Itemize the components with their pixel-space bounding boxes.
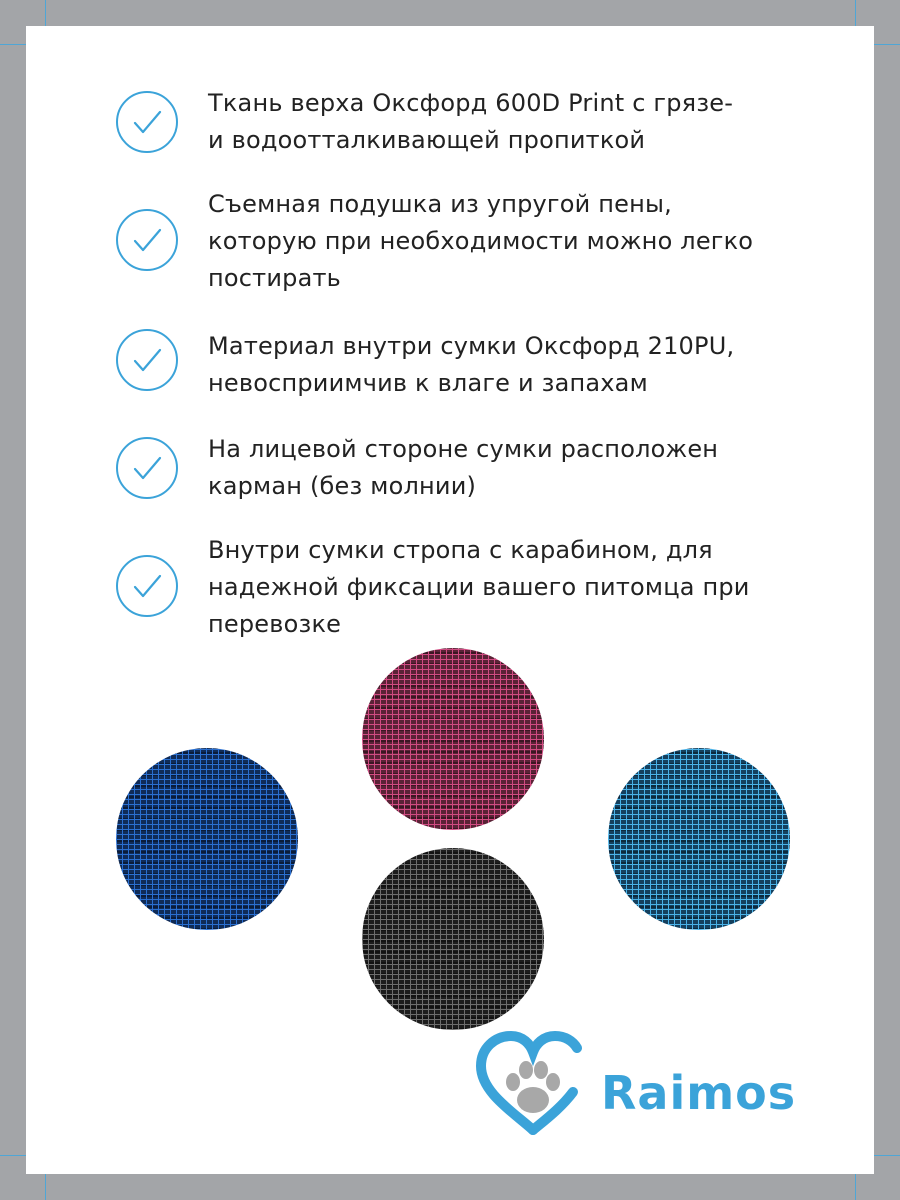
feature-text: Ткань верха Оксфорд 600D Print с грязе- и водоотталкивающей пропиткой <box>208 89 734 154</box>
feature-item-3 <box>115 328 855 418</box>
brand-name: Raimos <box>601 1066 797 1120</box>
feature-item-4 <box>115 436 855 526</box>
feature-text: На лицевой стороне сумки расположен карман (без молнии) <box>208 435 719 500</box>
fabric-swatch-sky-blue <box>608 748 790 930</box>
check-circle-icon <box>115 554 179 618</box>
fabric-swatch-navy-blue <box>116 748 298 930</box>
feature-item-1 <box>115 90 855 180</box>
feature-text: Съемная подушка из упругой пены, которую при необходимости можно легко постирать <box>208 190 754 292</box>
feature-text: Материал внутри сумки Оксфорд 210PU, невосприимчив к влаге и запахам <box>208 332 735 397</box>
check-circle-icon <box>115 436 179 500</box>
check-circle-icon <box>115 328 179 392</box>
check-circle-icon <box>115 90 179 154</box>
fabric-swatch-black <box>362 848 544 1030</box>
feature-text: Внутри сумки стропа с карабином, для надежной фиксации вашего питомца при перевозке <box>208 536 750 638</box>
heart-paw-icon <box>473 1030 603 1140</box>
brand-logo <box>473 1030 853 1140</box>
fabric-swatch-pink <box>362 648 544 830</box>
feature-item-2 <box>115 190 855 328</box>
check-circle-icon <box>115 208 179 272</box>
